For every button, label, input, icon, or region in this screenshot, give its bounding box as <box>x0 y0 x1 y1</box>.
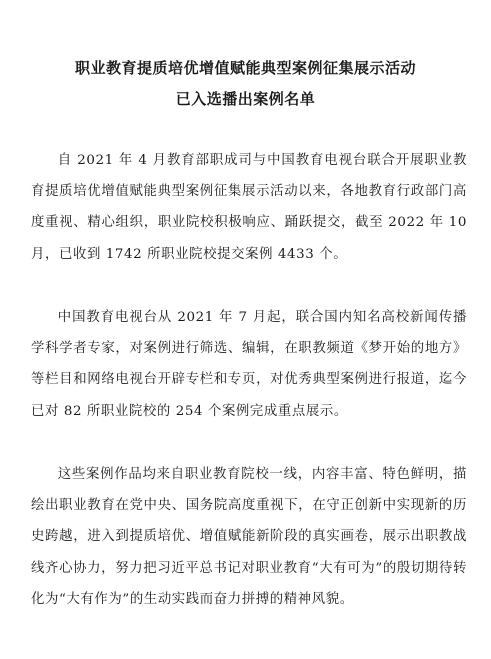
document-title-line-1: 职业教育提质培优增值赋能典型案例征集展示活动 <box>74 59 416 77</box>
document-title-line-2: 已入选播出案例名单 <box>175 90 316 108</box>
paragraph-1: 自 2021 年 4 月教育部职成司与中国教育电视台联合开展职业教育提质培优增值赋能典型案例征集展示活动以来，各地教育行政部门高度重视、精心组织，职业院校积极响应、踊跃提交，截至 2022 年 10 月，已收到 1742 所职业院校提交案例 4433 个。 <box>31 153 467 262</box>
paragraph-2: 中国教育电视台从 2021 年 7 月起，联合国内知名高校新闻传播学科学者专家，对案例进行筛选、编辑，在职教频道《梦开始的地方》等栏目和网络电视台开辟专栏和专页，对优秀典型案例进行报道，迄今已对 82 所职业院校的 254 个案例完成重点展示。 <box>31 310 467 419</box>
paragraph-3: 这些案例作品均来自职业教育院校一线，内容丰富、特色鲜明，描绘出职业教育在党中央、国务院高度重视下，在守正创新中实现新的历史跨越，进入到提质培优、增值赋能新阶段的真实画卷，展示出职教战线齐心协力，努力把习近平总书记对职业教育“大有可为”的殷切期待转化为“大有作为”的生动实践而奋力拼搏的精神风貌。 <box>31 467 467 607</box>
